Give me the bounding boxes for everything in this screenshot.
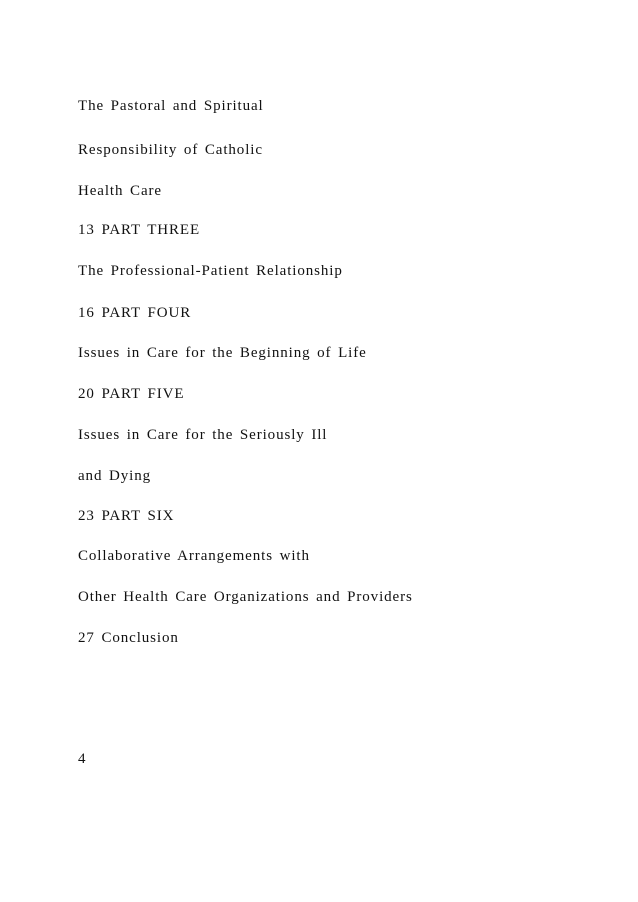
toc-line-beginning-of-life: Issues in Care for the Beginning of Life bbox=[78, 345, 367, 361]
toc-line-pastoral-heading: The Pastoral and Spiritual bbox=[78, 98, 264, 114]
toc-line-and-dying: and Dying bbox=[78, 468, 152, 484]
page-number: 4 bbox=[78, 751, 86, 767]
toc-line-professional-patient: The Professional-Patient Relationship bbox=[78, 263, 343, 279]
toc-line-seriously-ill: Issues in Care for the Seriously Ill bbox=[78, 427, 328, 443]
toc-line-conclusion: 27 Conclusion bbox=[78, 630, 179, 646]
toc-line-health-care: Health Care bbox=[78, 183, 162, 199]
toc-line-collaborative: Collaborative Arrangements with bbox=[78, 548, 310, 564]
toc-line-part-five: 20 PART FIVE bbox=[78, 386, 185, 402]
toc-line-responsibility: Responsibility of Catholic bbox=[78, 142, 263, 158]
toc-line-part-six: 23 PART SIX bbox=[78, 508, 175, 524]
toc-line-part-three: 13 PART THREE bbox=[78, 222, 201, 238]
toc-line-part-four: 16 PART FOUR bbox=[78, 305, 192, 321]
toc-line-other-organizations: Other Health Care Organizations and Providers bbox=[78, 589, 413, 605]
